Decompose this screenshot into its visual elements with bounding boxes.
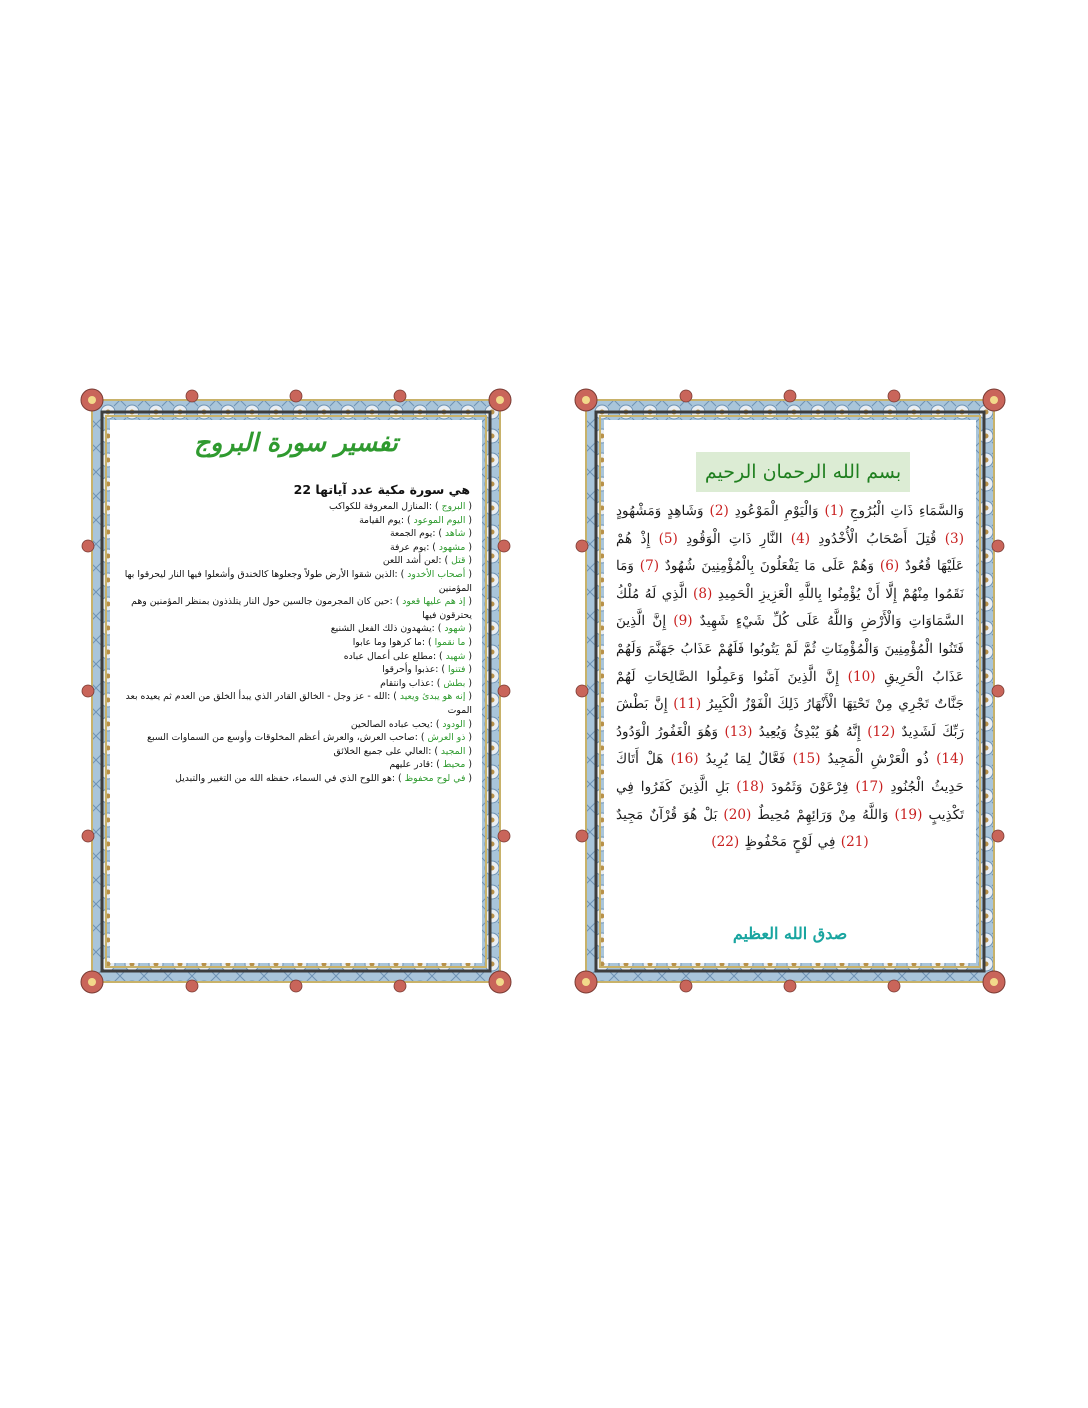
glossary-meaning: :الله - عز وجل - الخالق القادر الذي يبدأ الخلق من العدم ثم يعيده بعد الموت [125, 691, 472, 716]
verse-number: (9) [673, 613, 693, 630]
verse-number: (7) [639, 558, 660, 575]
surah-page [566, 376, 1014, 1006]
glossary-term: فتنوا [447, 664, 466, 676]
glossary-meaning: :قادر عليهم [389, 759, 434, 771]
glossary-term: مشهود [438, 541, 466, 553]
verse-text: النَّارِ ذَاتِ الْوَقُودِ [686, 530, 783, 547]
glossary-term: في لوح محفوظ [404, 772, 466, 784]
verse-text: إِنَّ الَّذِينَ آمَنُوا وَعَمِلُوا الصَّالِحَاتِ لَهُمْ جَنَّاتٌ تَجْرِي مِنْ تَحْتِهَا الْأَنْهَارُ ذَلِكَ الْفَوْزُ الْكَبِيرُ [616, 668, 964, 713]
verse-number: (21) [840, 834, 869, 851]
glossary-meaning: :مطلع على أعمال عباده [343, 650, 437, 662]
verse-number: (16) [670, 751, 699, 768]
glossary-item: ( محيط ) :قادر عليهم [389, 759, 472, 771]
surah-verses [616, 498, 964, 857]
glossary-item: ( فتنوا ) :عذبوا وأحرقوا [382, 664, 472, 676]
verse-number: (14) [936, 751, 964, 768]
glossary-meaning: :الذين شقوا الأرض طولاً وجعلوها كالخندق وأشعلوا فيها النار ليحرقوا بها المؤمنين [124, 568, 472, 594]
verse-number: (4) [790, 530, 811, 547]
verse-number: (22) [711, 834, 740, 851]
verse-text: وَهُوَ الْغَفُورُ الْوَدُودُ [616, 723, 719, 740]
glossary-list [118, 500, 472, 785]
glossary-item: ( بطش ) :عذاب وانتقام [380, 677, 472, 689]
glossary-item: ( شاهد ) :يوم الجمعة [389, 528, 472, 540]
verse-text: إِذْ هُمْ عَلَيْهَا قُعُودٌ [616, 530, 964, 575]
glossary-meaning: :حين كان المجرمون جالسين حول النار يتلذذون بمنظر المؤمنين وهم يحترقون فيها [131, 596, 472, 621]
verse-number: (10) [847, 668, 876, 685]
verse-number: (1) [824, 503, 844, 519]
verse-text: وَاللَّهُ مِنْ وَرَائِهِمْ مُحِيطٌ [757, 806, 889, 823]
verse-number: (6) [879, 558, 900, 575]
glossary-term: أصحاب الأخدود [407, 568, 466, 580]
glossary-term: ذو العرش [427, 732, 466, 744]
glossary-term: شهود [444, 623, 466, 635]
surah-intro: هي سورة مكية عدد آياتها 22 [293, 482, 470, 497]
glossary-item: ( ذو العرش ) :صاحب العرش، والعرش أعظم المخلوقات وأوسع من السماوات السبع [147, 732, 472, 744]
verse-number: (2) [709, 503, 729, 519]
glossary-term: محيط [442, 759, 466, 771]
glossary-term: إذ هم عليها قعود [402, 596, 466, 608]
glossary-term: شاهد [445, 528, 466, 540]
verse-number: (12) [867, 723, 896, 740]
verse-number: (11) [673, 696, 702, 713]
verse-number: (19) [894, 806, 923, 823]
verse-number: (5) [658, 530, 678, 547]
glossary-item: ( شهيد ) :مطلع على أعمال عباده [343, 650, 472, 662]
verse-text: إِنَّ الَّذِينَ فَتَنُوا الْمُؤْمِنِينَ وَالْمُؤْمِنَاتِ ثُمَّ لَمْ يَتُوبُوا فَلَهُمْ عَذَابُ جَهَنَّمَ وَلَهُمْ عَذَابُ الْحَرِيقِ [616, 613, 964, 685]
glossary-meaning: :يوم القيامة [359, 514, 405, 526]
glossary-item: ( المجيد ) :العالي على جميع الخلائق [333, 745, 472, 757]
glossary-meaning: :العالي على جميع الخلائق [333, 745, 432, 757]
verse-text: هَلْ أَتَاكَ حَدِيثُ الْجُنُودِ [616, 751, 964, 795]
glossary-term: ما نقموا [434, 636, 466, 648]
tafsir-title: تفسير سورة البروج [194, 428, 398, 457]
verse-text: الَّذِي لَهُ مُلْكُ السَّمَاوَاتِ وَالْأَرْضِ وَاللَّهُ عَلَى كُلِّ شَيْءٍ شَهِيدٌ [616, 585, 964, 630]
glossary-term: الودود [442, 718, 466, 730]
verse-text: فَعَّالٌ لِمَا يُرِيدُ [705, 751, 786, 768]
verse-number: (18) [736, 778, 765, 795]
verse-number: (3) [944, 530, 965, 547]
glossary-meaning: :هو اللوح الذي في السماء، حفظه الله من التغيير والتبديل [175, 772, 396, 784]
verse-text: بَلْ هُوَ قُرْآنٌ مَجِيدٌ [616, 806, 718, 823]
glossary-meaning: :عذاب وانتقام [380, 677, 434, 689]
closing-phrase: صدق الله العظيم [732, 924, 848, 943]
glossary-item: ( قتل ) :لعن أشد اللعن [382, 555, 472, 567]
verse-text: فِرْعَوْنَ وَثَمُودَ [771, 778, 849, 795]
glossary-meaning: :المنازل المعروفة للكواكب [328, 501, 433, 512]
glossary-term: بطش [443, 677, 466, 689]
tafsir-page [72, 376, 520, 1006]
glossary-meaning: :عذبوا وأحرقوا [382, 664, 439, 676]
verse-number: (15) [792, 751, 821, 768]
glossary-item: ( أصحاب الأخدود ) :الذين شقوا الأرض طولاً وجعلوها كالخندق وأشعلوا فيها النار ليحرقوا بها المؤمنين [124, 568, 472, 594]
glossary-meaning: :يشهدون ذلك الفعل الشنيع [330, 623, 435, 635]
glossary-meaning: :ما كرهوا وما عابوا [352, 636, 426, 648]
verse-text: بَلِ الَّذِينَ كَفَرُوا فِي تَكْذِيبٍ [616, 778, 964, 823]
verse-text: وَشَاهِدٍ وَمَشْهُودٍ [616, 503, 704, 519]
glossary-meaning: :يوم عرفة [390, 541, 430, 553]
glossary-item: ( البروج ) :المنازل المعروفة للكواكب [328, 501, 472, 512]
glossary-term: البروج [441, 501, 466, 512]
verse-text: ذُو الْعَرْشِ الْمَجِيدُ [827, 751, 929, 768]
verse-text: وَالْيَوْمِ الْمَوْعُودِ [734, 503, 819, 519]
glossary-meaning: :يحب عباده الصالحين [350, 718, 433, 730]
glossary-term: إنه هو يبدئ ويعيد [399, 691, 466, 703]
verse-text: وَهُمْ عَلَى مَا يَفْعَلُونَ بِالْمُؤْمِنِينَ شُهُودٌ [664, 558, 875, 575]
verse-text: وَالسَّمَاءِ ذَاتِ الْبُرُوجِ [849, 503, 965, 519]
glossary-item: ( مشهود ) :يوم عرفة [390, 541, 472, 553]
verse-text: إِنَّ بَطْشَ رَبِّكَ لَشَدِيدٌ [616, 696, 965, 740]
surah-content-area [604, 420, 976, 963]
bismillah-banner: بسم الله الرحمان الرحيم [696, 452, 910, 492]
verse-text: وَمَا نَقَمُوا مِنْهُمْ إِلَّا أَنْ يُؤْمِنُوا بِاللَّهِ الْعَزِيزِ الْحَمِيدِ [616, 558, 964, 602]
verse-text: فِي لَوْحٍ مَحْفُوظٍ [744, 834, 836, 851]
glossary-meaning: :يوم الجمعة [389, 528, 436, 540]
glossary-meaning: :لعن أشد اللعن [382, 555, 442, 567]
verse-text: قُتِلَ أَصْحَابُ الْأُخْدُودِ [818, 530, 937, 547]
verse-number: (17) [855, 778, 884, 795]
verse-number: (8) [693, 585, 713, 602]
glossary-item: ( الودود ) :يحب عباده الصالحين [350, 718, 472, 730]
glossary-meaning: :صاحب العرش، والعرش أعظم المخلوقات وأوسع من السماوات السبع [147, 732, 418, 744]
glossary-term: اليوم الموعود [413, 514, 466, 526]
verse-number: (13) [724, 723, 753, 740]
glossary-term: شهيد [445, 650, 466, 662]
glossary-item: ( شهود ) :يشهدون ذلك الفعل الشنيع [330, 623, 472, 635]
glossary-item: ( ما نقموا ) :ما كرهوا وما عابوا [352, 636, 472, 648]
glossary-item: ( إنه هو يبدئ ويعيد ) :الله - عز وجل - الخالق القادر الذي يبدأ الخلق من العدم ثم يعيده بعد الموت [125, 691, 472, 716]
glossary-term: قتل [451, 555, 466, 567]
glossary-item: ( في لوح محفوظ ) :هو اللوح الذي في السماء، حفظه الله من التغيير والتبديل [175, 772, 472, 784]
verse-number: (20) [723, 806, 752, 823]
tafsir-content-area [110, 420, 482, 963]
verse-text: إِنَّهُ هُوَ يُبْدِئُ وَيُعِيدُ [758, 723, 861, 740]
glossary-term: المجيد [440, 745, 466, 757]
glossary-item: ( اليوم الموعود ) :يوم القيامة [359, 514, 472, 526]
glossary-item: ( إذ هم عليها قعود ) :حين كان المجرمون جالسين حول النار يتلذذون بمنظر المؤمنين وهم يحترقون فيها [131, 596, 472, 621]
